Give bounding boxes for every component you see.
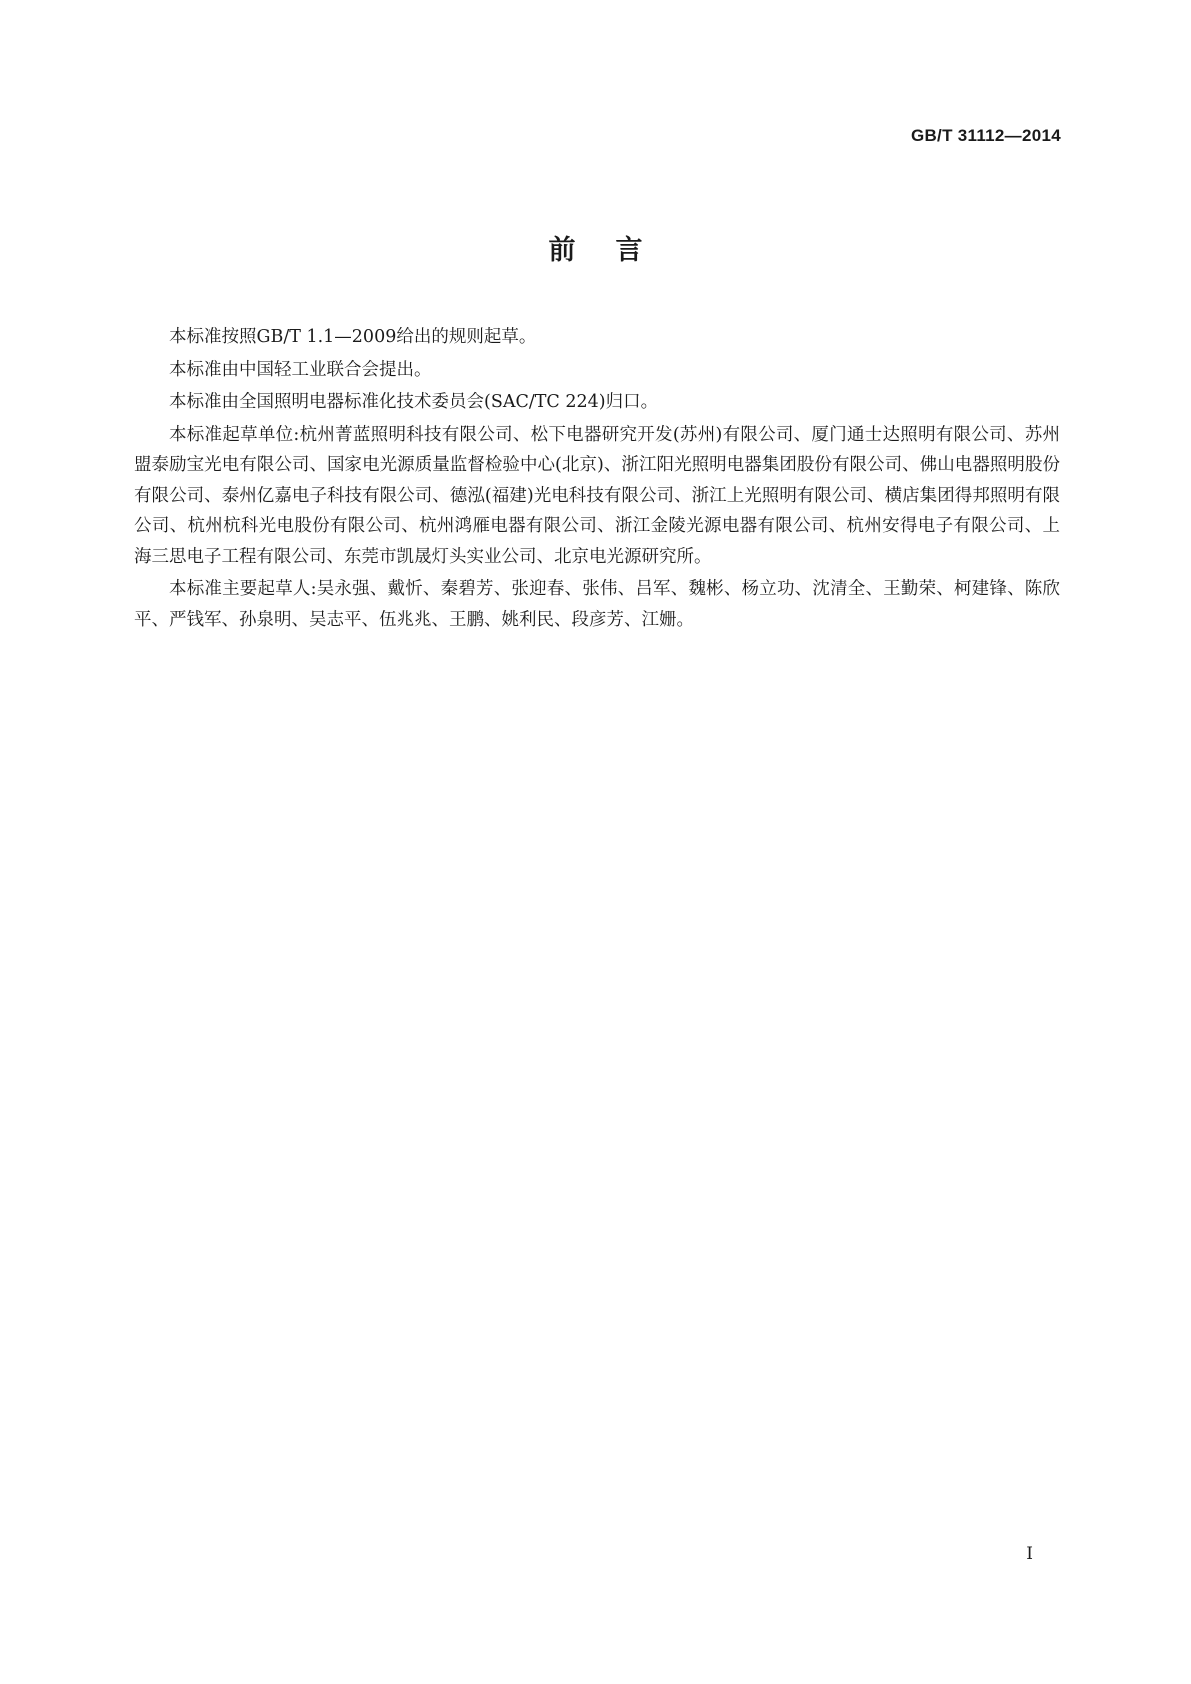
page-number: I	[1026, 1544, 1033, 1564]
paragraph-proposer: 本标准由中国轻工业联合会提出。	[169, 359, 432, 380]
foreword-body	[134, 322, 1060, 637]
paragraph-drafting-units: 本标准起草单位:杭州菁蓝照明科技有限公司、松下电器研究开发(苏州)有限公司、厦门通士达照明有限公司、苏州盟泰励宝光电有限公司、国家电光源质量监督检验中心(北京)、浙江阳光照明电器集团股份有限公司、佛山电器照明股份有限公司、泰州亿嘉电子科技有限公司、德泓(福建)光电科技有限公司、浙江上光照明有限公司、横店集团得邦照明有限公司、杭州杭科光电股份有限公司、杭州鸿雁电器有限公司、浙江金陵光源电器有限公司、杭州安得电子有限公司、上海三思电子工程有限公司、东莞市凯晟灯头实业公司、北京电光源研究所。	[134, 424, 1060, 567]
standard-code: GB/T 31112—2014	[910, 126, 1061, 145]
page-title: 前言	[548, 235, 683, 266]
paragraph-drafters: 本标准主要起草人:吴永强、戴忻、秦碧芳、张迎春、张伟、吕军、魏彬、杨立功、沈清全、王勤荣、柯建锋、陈欣平、严钱军、孙泉明、吴志平、伍兆兆、王鹏、姚利民、段彦芳、江姗。	[134, 579, 1060, 630]
paragraph-drafting-rules: 本标准按照GB/T 1.1—2009给出的规则起草。	[169, 327, 537, 347]
paragraph-committee: 本标准由全国照明电器标准化技术委员会(SAC/TC 224)归口。	[169, 392, 659, 412]
